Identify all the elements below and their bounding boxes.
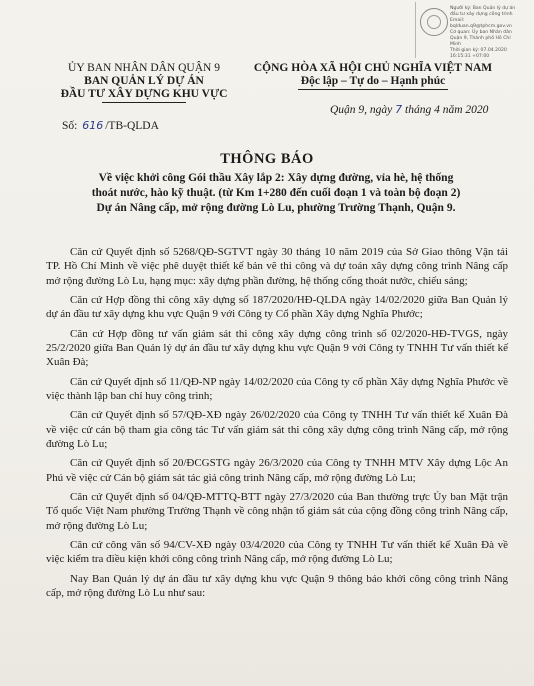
- stamp-line: Người ký: Ban Quản lý dự án: [450, 6, 516, 11]
- body-paragraph: Căn cứ Quyết định số 57/QĐ-XĐ ngày 26/02/2020 của Công ty TNHH Tư vấn thiết kế Xuân Đà về việc cử cán bộ tham gia công tác Tư vấn giám sát thi công xây dựng công trình Nâng cấp, mở rộng đường Lò Lu;: [46, 409, 508, 451]
- motto: Độc lập – Tự do – Hạnh phúc: [300, 75, 446, 87]
- stamp-line: 16:15:31 +07:00: [450, 54, 490, 59]
- body-paragraph: Căn cứ Hợp đồng thi công xây dựng số 187/2020/HĐ-QLDA ngày 14/02/2020 giữa Ban Quản lý dự án đầu tư xây dựng khu vực Quận 9 với Công ty Cổ phần Xây dựng Nghĩa Phước;: [46, 294, 508, 321]
- body-paragraph: Căn cứ Quyết định số 20/ĐCGSTG ngày 26/3/2020 của Công ty TNHH MTV Xây dựng Lộc An Phú về việc cử Cán bộ giám sát tác giả công trình Nâng cấp, mở rộng đường Lò Lu;: [46, 457, 508, 484]
- body-paragraph: Căn cứ Quyết định số 5268/QĐ-SGTVT ngày 30 tháng 10 năm 2019 của Sở Giao thông Vận tải TP. Hồ Chí Minh về việc phê duyệt thiết kế bản vẽ thi công và dự toán xây dựng công trình Nâng cấp mở rộng đường Lò Lu, hạng mục: xây dựng phần đường, hệ thống cống thoát nước, chiếu sáng;: [46, 246, 508, 287]
- agency-parent: ỦY BAN NHÂN DÂN QUẬN 9: [68, 62, 220, 74]
- stamp-line: đầu tư xây dựng công trình: [450, 12, 513, 17]
- body-paragraph: Căn cứ Quyết định số 11/QĐ-NP ngày 14/02/2020 của Công ty cổ phần Xây dựng Nghĩa Phước về việc thành lập ban chỉ huy công trình;: [46, 375, 508, 403]
- seal-icon: [420, 8, 448, 36]
- document-subject: [66, 171, 486, 216]
- doc-number-prefix: Số:: [62, 120, 78, 132]
- body-paragraph: Căn cứ công văn số 94/CV-XĐ ngày 03/4/2020 của Công ty TNHH Tư vấn thiết kế Xuân Đà về việc kiểm tra điều kiện khởi công công trình Nâng cấp, mở rộng đường Lò Lu;: [46, 538, 508, 566]
- body-paragraph: Nay Ban Quản lý dự án đầu tư xây dựng khu vực Quận 9 thông báo khởi công công trình Nâng cấp, mở rộng đường Lò Lu như sau:: [46, 572, 508, 599]
- agency-name: BAN QUẢN LÝ DỰ ÁN: [84, 75, 204, 87]
- date-day: 7: [395, 103, 403, 116]
- country-name: CỘNG HÒA XÃ HỘI CHỦ NGHĨA VIỆT NAM: [253, 62, 493, 74]
- document-number: [62, 119, 159, 132]
- signature-text: [450, 6, 520, 60]
- date-suffix: tháng 4 năm 2020: [405, 104, 489, 116]
- date-prefix: Quận 9, ngày: [330, 104, 393, 116]
- doc-number-value: 616: [82, 119, 104, 132]
- agency-underline: [102, 102, 186, 103]
- stamp-line: Thời gian ký: 07.04.2020: [450, 48, 507, 53]
- stamp-line: Cơ quan: Ủy ban Nhân dân: [450, 30, 512, 35]
- agency-name-cont: ĐẦU TƯ XÂY DỰNG KHU VỰC: [60, 88, 228, 100]
- issuing-agency-header: [34, 62, 254, 103]
- stamp-line: Email:: [450, 18, 465, 23]
- issue-date: [330, 103, 488, 116]
- document-title: THÔNG BÁO: [220, 151, 314, 167]
- stamp-line: bqlduan.q9@tphcm.gov.vn: [450, 24, 512, 29]
- subject-line: thoát nước, hào kỹ thuật. (từ Km 1+280 đến cuối đoạn 1 và toàn bộ đoạn 2): [91, 187, 461, 199]
- body-paragraph: Căn cứ Quyết định số 04/QĐ-MTTQ-BTT ngày 27/3/2020 của Ban thường trực Ủy ban Mặt trận Tổ quốc Việt Nam phường Trường Thạnh về công nhận tổ giám sát của cộng đồng công trình Nâng cấp, mở rộng đường Lò Lu;: [46, 490, 508, 532]
- body-paragraph: Căn cứ Hợp đồng tư vấn giám sát thi công xây dựng công trình số 02/2020-HĐ-TVGS, ngày 25/2/2020 giữa Ban Quản lý dự án đầu tư xây dựng khu vực Quận 9 với Công ty TNHH Tư vấn thiết kế Xuân Đà;: [46, 327, 508, 369]
- digital-signature-stamp: [415, 2, 524, 58]
- document-body: [46, 245, 508, 605]
- national-motto-header: [228, 62, 518, 90]
- doc-number-suffix: /TB-QLDA: [105, 120, 159, 132]
- subject-line: Về việc khởi công Gói thầu Xây lắp 2: Xây dựng đường, vỉa hè, hệ thống: [98, 172, 454, 184]
- stamp-line: Quận 9, Thành phố Hồ Chí Minh: [450, 36, 511, 47]
- subject-line: Dự án Nâng cấp, mở rộng đường Lò Lu, phường Trường Thạnh, Quận 9.: [96, 202, 456, 214]
- motto-underline: [298, 89, 448, 90]
